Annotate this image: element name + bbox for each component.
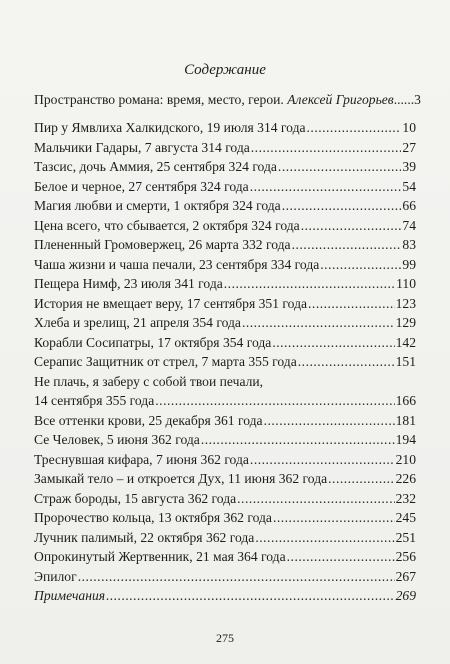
toc-entry-page: 83 bbox=[402, 237, 416, 252]
toc-leader-dots bbox=[301, 216, 402, 236]
toc-entry-title: Магия любви и смерти, 1 октября 324 года bbox=[34, 198, 281, 213]
toc-entry bbox=[34, 216, 416, 236]
toc-entry bbox=[34, 508, 416, 528]
toc-entry-page: 39 bbox=[402, 159, 416, 174]
toc-entry bbox=[34, 255, 416, 275]
toc-entry-title: Чаша жизни и чаша печали, 23 сентября 334 года bbox=[34, 256, 320, 272]
toc-entry bbox=[34, 547, 416, 567]
toc-entry bbox=[34, 196, 416, 216]
toc-leader-dots bbox=[292, 235, 402, 255]
toc-leader-dots bbox=[78, 567, 395, 587]
intro-page: 3 bbox=[414, 92, 421, 107]
toc-entry-title: Эпилог bbox=[34, 568, 77, 584]
toc-entry-page: 251 bbox=[395, 529, 416, 545]
toc-entry bbox=[34, 294, 416, 314]
toc-entry-page: 66 bbox=[402, 198, 416, 213]
toc-leader-dots bbox=[282, 196, 402, 216]
toc-entry-title: Пир у Ямвлиха Халкидского, 19 июля 314 года bbox=[34, 120, 306, 135]
toc-entry-line bbox=[34, 372, 416, 392]
toc-entry-title: Все оттенки крови, 25 декабря 361 года bbox=[34, 412, 263, 428]
toc-entry bbox=[34, 391, 416, 411]
toc-entry bbox=[34, 274, 416, 294]
toc-entry-title: Корабли Сосипатры, 17 октября 354 года bbox=[34, 334, 272, 350]
toc-leader-dots bbox=[237, 489, 394, 509]
toc-entry-title: Опрокинутый Жертвенник, 21 мая 364 года bbox=[34, 549, 286, 564]
toc-entry-page: 110 bbox=[396, 276, 416, 291]
toc-entry-title: Пророчество кольца, 13 октября 362 года bbox=[34, 510, 272, 525]
toc-entry bbox=[34, 118, 416, 138]
toc-leader-dots bbox=[308, 294, 395, 314]
toc-entry-page: 256 bbox=[395, 549, 416, 564]
toc-entry-page: 269 bbox=[395, 588, 416, 603]
toc-leader-dots bbox=[272, 333, 394, 353]
toc-leader-dots bbox=[106, 586, 395, 606]
toc-leader-dots bbox=[298, 352, 395, 372]
toc-entry-title: 14 сентября 355 года bbox=[34, 393, 155, 408]
toc-entry bbox=[34, 567, 416, 587]
toc-entry bbox=[34, 586, 416, 606]
toc-entry bbox=[34, 138, 416, 158]
toc-leader-dots bbox=[320, 255, 401, 275]
toc-entry bbox=[34, 313, 416, 333]
toc-entry bbox=[34, 235, 416, 255]
toc-entry bbox=[34, 411, 416, 431]
toc-entry-title: Серапис Защитник от стрел, 7 марта 355 года bbox=[34, 354, 297, 369]
toc-leader-dots bbox=[242, 313, 395, 333]
toc-entry-title: Замыкай тело – и откроется Дух, 11 июня 362 года bbox=[34, 471, 328, 486]
toc-entry-title: Пещера Нимф, 23 июля 341 года bbox=[34, 276, 223, 291]
toc-leader-dots bbox=[201, 430, 395, 450]
toc-leader-dots bbox=[155, 391, 394, 411]
toc-entry-title: Примечания bbox=[34, 588, 106, 603]
page-title: Содержание bbox=[184, 62, 266, 78]
toc-entry-title: Белое и черное, 27 сентября 324 года bbox=[34, 178, 249, 194]
toc-entry-page: 129 bbox=[395, 315, 416, 330]
toc-entry-page: 151 bbox=[395, 354, 416, 369]
toc-leader-dots bbox=[250, 177, 402, 197]
toc-leader-dots bbox=[273, 508, 395, 528]
toc-entry-page: 166 bbox=[395, 393, 416, 408]
toc-entry bbox=[34, 469, 416, 489]
toc-entry-page: 142 bbox=[395, 334, 416, 350]
toc-entry-page: 210 bbox=[395, 451, 416, 467]
toc-entry-page: 10 bbox=[402, 120, 416, 135]
toc-entry-title: Мальчики Гадары, 7 августа 314 года bbox=[34, 139, 250, 155]
toc-leader-dots bbox=[255, 528, 394, 548]
toc-entry-title: Тазсис, дочь Аммия, 25 сентября 324 года bbox=[34, 159, 277, 174]
toc-entry-title: Плененный Громовержец, 26 марта 332 года bbox=[34, 237, 291, 252]
toc-leader-dots bbox=[264, 411, 395, 431]
toc-entry bbox=[34, 450, 416, 470]
intro-author: Алексей Григорьев bbox=[287, 92, 394, 107]
toc-entry-page: 54 bbox=[402, 178, 416, 194]
toc-entry-page: 181 bbox=[395, 412, 416, 428]
toc-entry-page: 74 bbox=[402, 217, 416, 233]
toc-entry bbox=[34, 430, 416, 450]
page-number: 275 bbox=[216, 631, 234, 645]
toc-entry-page: 27 bbox=[402, 139, 416, 155]
toc-entry-title: Лучник палимый, 22 октября 362 года bbox=[34, 529, 255, 545]
toc-entry bbox=[34, 333, 416, 353]
table-of-contents bbox=[34, 118, 416, 606]
toc-entry-page: 123 bbox=[395, 295, 416, 311]
toc-entry-title-line1: Не плачь, я заберу с собой твои печали, bbox=[34, 373, 264, 389]
toc-entry-title: Страж бороды, 15 августа 362 года bbox=[34, 490, 237, 506]
toc-entry bbox=[34, 352, 416, 372]
toc-entry bbox=[34, 528, 416, 548]
toc-leader-dots bbox=[224, 274, 395, 294]
toc-leader-dots bbox=[251, 138, 402, 158]
toc-entry-title: Се Человек, 5 июня 362 года bbox=[34, 432, 200, 447]
toc-entry-page: 232 bbox=[395, 490, 416, 506]
toc-entry bbox=[34, 489, 416, 509]
toc-entry-page: 99 bbox=[402, 256, 416, 272]
toc-entry-page: 267 bbox=[395, 568, 416, 584]
intro-entry bbox=[34, 92, 421, 108]
toc-entry-page: 194 bbox=[395, 432, 416, 447]
intro-dots: ...... bbox=[393, 92, 415, 107]
toc-leader-dots bbox=[307, 118, 402, 138]
toc-entry-title: История не вмещает веру, 17 сентября 351 года bbox=[34, 295, 308, 311]
toc-leader-dots bbox=[287, 547, 395, 567]
toc-leader-dots bbox=[328, 469, 394, 489]
intro-text: Пространство романа: время, место, герои. bbox=[34, 92, 284, 107]
toc-entry-title: Хлеба и зрелищ, 21 апреля 354 года bbox=[34, 315, 241, 330]
toc-entry bbox=[34, 177, 416, 197]
toc-entry-page: 245 bbox=[395, 510, 416, 525]
toc-entry bbox=[34, 157, 416, 177]
toc-entry-title: Треснувшая кифара, 7 июня 362 года bbox=[34, 451, 249, 467]
toc-entry-title: Цена всего, что сбывается, 2 октября 324 года bbox=[34, 217, 300, 233]
toc-entry-page: 226 bbox=[395, 471, 416, 486]
toc-leader-dots bbox=[250, 450, 395, 470]
toc-leader-dots bbox=[278, 157, 401, 177]
